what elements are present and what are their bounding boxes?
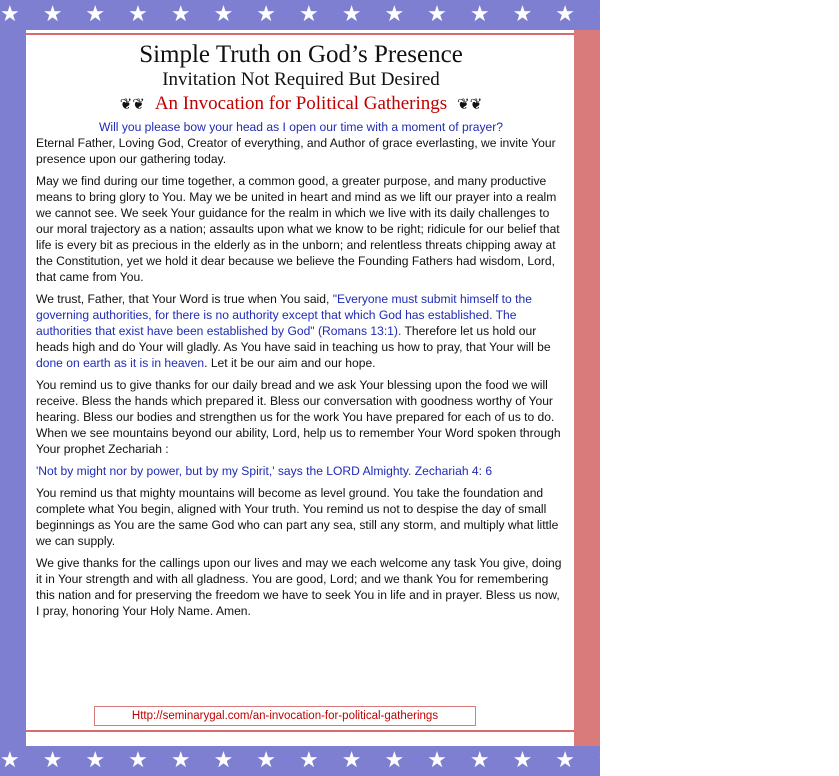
top-star-border bbox=[0, 0, 839, 30]
red-stripe-bottom bbox=[26, 730, 574, 732]
paragraph-6: We give thanks for the callings upon our lives and may we each welcome any task You give, doing it in Your strength and with all gladness. You are good, Lord; and we thank You for remembering this nation and for preserving the freedom we have to seek You in life and in prayer. Bless us now, I pray, honoring Your Holy Name. Amen. bbox=[36, 556, 562, 618]
zechariah-verse: 'Not by might nor by power, but by my Spirit,' says the LORD Almighty. Zechariah 4: 6 bbox=[36, 464, 493, 478]
star-row-bottom: ★ ★ ★ ★ ★ ★ ★ ★ ★ ★ ★ ★ ★ ★ ★ ★ ★ ★ ★ ★ bbox=[0, 748, 839, 773]
bottom-star-border bbox=[0, 746, 839, 776]
paragraph-3-text-b: Therefore let us hold our heads high and do Your will gladly. As You have said in teaching us how to pray, that Your will be bbox=[36, 324, 551, 354]
paragraph-5: You remind us that mighty mountains will become as level ground. You take the foundation and complete what You begin, aligned with Your truth. You remind us not to despise the day of small beginnings as You are the same God who can part any sea, still any storm, and multiply what little we can supply. bbox=[36, 486, 559, 548]
document-content bbox=[36, 40, 566, 625]
right-border-red bbox=[574, 0, 600, 776]
source-url-link[interactable]: Http://seminarygal.com/an-invocation-for-political-gatherings bbox=[94, 706, 476, 726]
paragraph-1: Eternal Father, Loving God, Creator of everything, and Author of grace everlasting, we invite Your presence upon our gathering today. bbox=[36, 136, 556, 166]
paragraph-2: May we find during our time together, a common good, a greater purpose, and many productive means to bring glory to You. May we be united in heart and mind as we lift our prayer into a realm we cannot see. We seek Your guidance for the realm in which we live with its daily challenges to our moral trajectory as a nation; assaults upon what we know to be right; ridicule for our belief that life is every bit as precious in the elderly as in the unborn; and relentless threats chipping away at the Constitution, yet we hold it dear because we believe the Founding Fathers had wisdom, Lord, that came from You. bbox=[36, 174, 560, 284]
document-sheet bbox=[26, 30, 574, 746]
invocation-heading bbox=[36, 93, 566, 115]
intro-question: Will you please bow your head as I open our time with a moment of prayer? bbox=[98, 120, 503, 134]
paragraph-3-text-a: We trust, Father, that Your Word is true when You said, bbox=[36, 292, 333, 306]
heaven-phrase: done on earth as it is in heaven bbox=[36, 356, 205, 370]
invocation-title: An Invocation for Political Gatherings bbox=[154, 93, 448, 114]
paragraph-3 bbox=[36, 291, 566, 371]
star-row-top: ★ ★ ★ ★ ★ ★ ★ ★ ★ ★ ★ ★ ★ ★ ★ ★ ★ ★ ★ ★ bbox=[0, 2, 839, 27]
paragraph-3-text-c: . Let it be our aim and our hope. bbox=[204, 356, 376, 370]
red-stripe-top bbox=[26, 33, 574, 35]
document-title: Simple Truth on God’s Presence bbox=[139, 41, 463, 68]
ornament-right-icon: ❦❦ bbox=[457, 95, 483, 113]
ornament-left-icon: ❦❦ bbox=[119, 95, 145, 113]
document-subtitle: Invitation Not Required But Desired bbox=[162, 69, 440, 90]
left-border-blue bbox=[0, 0, 26, 776]
romans-quote: "Everyone must submit himself to the governing authorities, for there is no authority except that which God has established. The authorities that exist have been established by God" (Romans 13:1). bbox=[36, 292, 532, 338]
paragraph-4: You remind us to give thanks for our daily bread and we ask Your blessing upon the food we will receive. Bless the hands which prepared it. Bless our conversation with goodness worthy of Your hearing. Bless our bodies and strengthen us for the work You have prepared for each of us to do. When we see mountains beyond our ability, Lord, help us to remember Your Word spoken through Your prophet Zechariah : bbox=[36, 378, 561, 456]
